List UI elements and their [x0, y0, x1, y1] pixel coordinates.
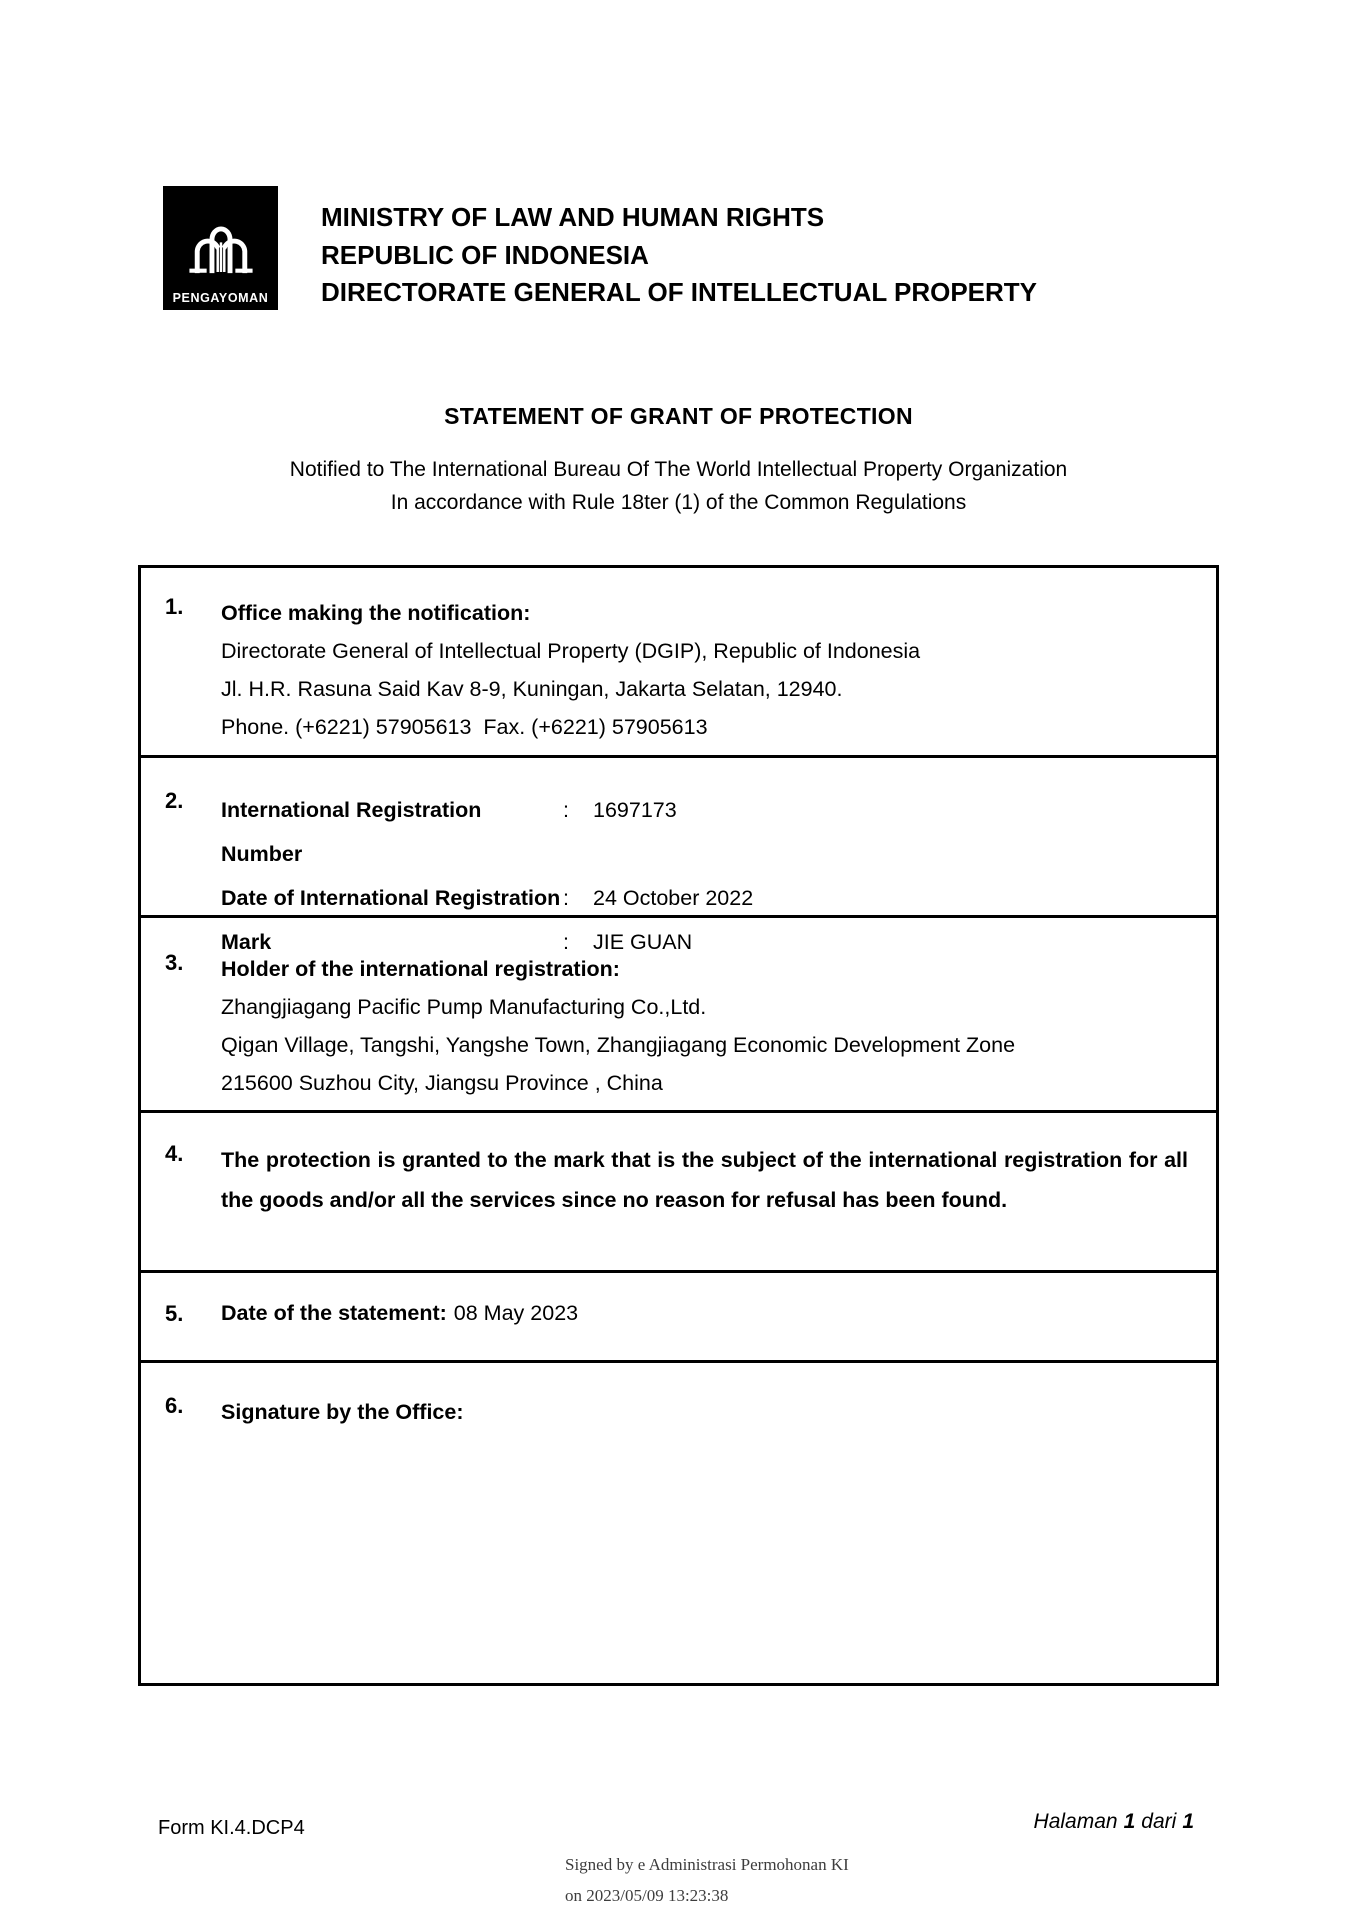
holder-address-line-1: Qigan Village, Tangshi, Yangshe Town, Zhangjiagang Economic Development Zone [221, 1033, 1016, 1057]
subtitle-line-1: Notified to The International Bureau Of The World Intellectual Property Organization [289, 458, 1068, 481]
holder-name-line: Zhangjiagang Pacific Pump Manufacturing Co.,Ltd. [221, 995, 707, 1019]
signed-note-line-1: Signed by e Administrasi Permohonan KI [565, 1855, 849, 1874]
logo-caption: PENGAYOMAN [172, 291, 269, 305]
ministry-logo [163, 186, 278, 310]
section-protection-statement [141, 1113, 1216, 1273]
colon: : [439, 1301, 447, 1325]
main-table [138, 565, 1219, 1686]
office-phone-line: Phone. (+6221) 57905613 Fax. (+6221) 57905613 [221, 715, 708, 739]
section-heading: Office making the notification: [221, 601, 531, 625]
registration-date-label: Date of International Registration [221, 886, 561, 910]
office-name-line: Directorate General of Intellectual Property (DGIP), Republic of Indonesia [221, 639, 921, 663]
current-page-number: 1 [1123, 1810, 1136, 1833]
footer-form-code: Form KI.4.DCP4 [158, 1817, 305, 1839]
section-registration-details [141, 758, 1216, 954]
section-number: 2. [165, 788, 184, 813]
page-title: STATEMENT OF GRANT OF PROTECTION [444, 403, 913, 429]
registration-date-value: 24 October 2022 [593, 886, 754, 910]
section-number: 5. [165, 1301, 184, 1326]
colon: : [563, 930, 569, 954]
registration-date-row [221, 876, 1188, 920]
total-page-number: 1 [1182, 1810, 1194, 1833]
section-heading: Holder of the international registration: [221, 957, 620, 981]
header-republic-line: REPUBLIC OF INDONESIA [321, 239, 649, 270]
footer-page-indicator [1034, 1810, 1194, 1834]
footer-signed-note [565, 1849, 849, 1911]
section-number: 6. [165, 1393, 184, 1418]
mark-value: JIE GUAN [593, 930, 693, 954]
mark-label: Mark [221, 930, 272, 954]
section-number: 3. [165, 950, 184, 975]
header-directorate-line: DIRECTORATE GENERAL OF INTELLECTUAL PROPERTY [321, 277, 1038, 307]
registration-number-label: International Registration Number [221, 798, 482, 866]
pengayoman-tree-icon [177, 192, 265, 274]
section-number: 1. [165, 594, 184, 619]
office-address-line: Jl. H.R. Rasuna Said Kav 8-9, Kuningan, Jakarta Selatan, 12940. [221, 677, 843, 701]
holder-address-line-2: 215600 Suzhou City, Jiangsu Province , China [221, 1071, 663, 1095]
statement-date-value: 08 May 2023 [453, 1301, 579, 1325]
section-heading: Signature by the Office: [221, 1400, 464, 1424]
colon: : [563, 798, 569, 822]
signed-note-line-2: on 2023/05/09 13:23:38 [565, 1886, 729, 1905]
section-signature [141, 1363, 1216, 1683]
header-block [321, 199, 1037, 312]
registration-number-value: 1697173 [593, 798, 677, 822]
colon: : [563, 886, 569, 910]
header-ministry-line: MINISTRY OF LAW AND HUMAN RIGHTS [321, 202, 825, 232]
subtitle-line-2: In accordance with Rule 18ter (1) of the Common Regulations [390, 491, 967, 514]
statement-date-label: Date of the statement [221, 1301, 440, 1325]
halaman-word: Halaman [1033, 1810, 1118, 1833]
section-number: 4. [165, 1141, 184, 1166]
dari-word: dari [1141, 1810, 1177, 1833]
protection-statement-text: The protection is granted to the mark that is the subject of the international registration for all the goods and/or all the services since no reason for refusal has been found. [221, 1148, 1188, 1212]
section-holder [141, 918, 1216, 1113]
section-office-notification [141, 568, 1216, 758]
registration-number-row [221, 788, 1188, 876]
section-statement-date [141, 1273, 1216, 1363]
